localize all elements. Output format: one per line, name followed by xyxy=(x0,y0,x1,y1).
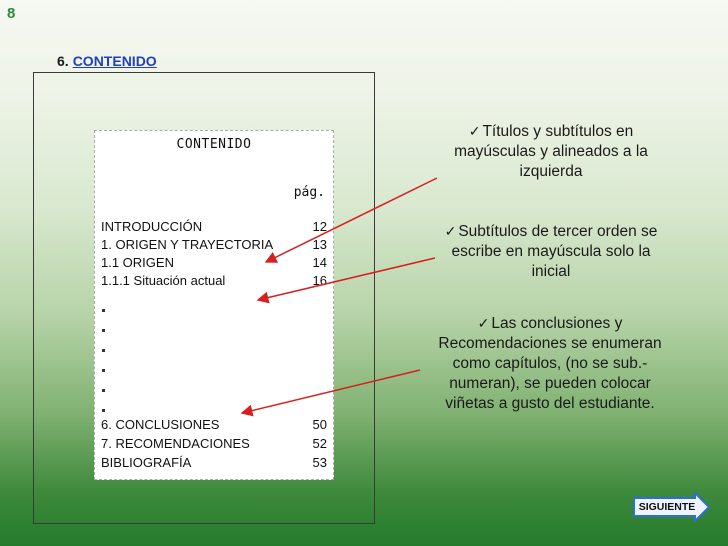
toc-page-label: pág. xyxy=(293,185,325,200)
red-arrow-icon xyxy=(258,258,435,300)
toc-row-label: 1. ORIGEN Y TRAYECTORIA xyxy=(101,237,274,252)
toc-row-page: 50 xyxy=(312,417,327,432)
red-arrow-icon xyxy=(266,178,437,262)
toc-row-label: 1.1 ORIGEN xyxy=(101,255,174,270)
check-icon: ✓ xyxy=(468,123,481,139)
check-icon: ✓ xyxy=(444,223,457,239)
check-icon: ✓ xyxy=(477,315,490,331)
toc-row-label: 7. RECOMENDACIONES xyxy=(101,436,250,451)
slide-number: 8 xyxy=(7,5,16,22)
toc-row-page: 52 xyxy=(312,436,327,451)
toc-row-label: INTRODUCCIÓN xyxy=(101,219,203,234)
bullet-text: Subtítulos de tercer orden se escribe en mayúscula solo la inicial xyxy=(451,223,658,280)
bullet-text: Títulos y subtítulos en mayúsculas y alineados a la izquierda xyxy=(454,123,648,180)
toc-row-page: 16 xyxy=(312,273,327,288)
next-button-label: SIGUIENTE xyxy=(638,501,696,513)
section-heading-title[interactable]: CONTENIDO xyxy=(72,53,157,69)
toc-title: CONTENIDO xyxy=(176,137,252,152)
bullet-text: Las conclusiones y Recomendaciones se enumeran como capítulos, (no se sub.-numeran), se pueden colocar viñetas a gusto del estudiante. xyxy=(438,315,662,412)
toc-row-page: 13 xyxy=(312,237,327,252)
red-arrow-icon xyxy=(242,370,420,413)
toc-row-label: 6. CONCLUSIONES xyxy=(101,417,220,432)
next-button[interactable] xyxy=(633,492,711,522)
section-heading-prefix: 6. xyxy=(57,53,69,69)
toc-row-label: BIBLIOGRAFÍA xyxy=(101,455,192,470)
toc-row-page: 14 xyxy=(312,255,327,270)
toc-row-page: 12 xyxy=(312,219,327,234)
toc-row-page: 53 xyxy=(312,455,327,470)
toc-row-label: 1.1.1 Situación actual xyxy=(101,273,226,288)
